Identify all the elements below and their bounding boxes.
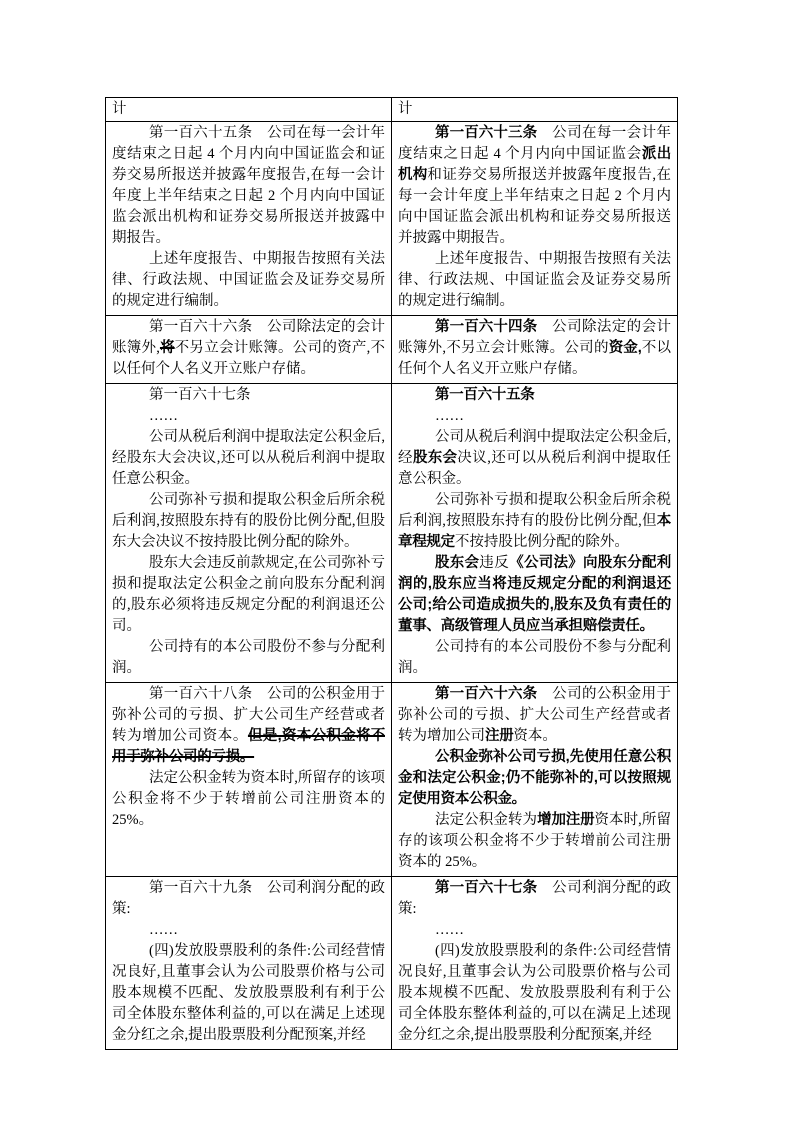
text-segment: 第一百六十六条 公司除法定的会计账簿外, [112,319,385,356]
carryover-cell-right [392,98,678,122]
paragraph [112,920,385,941]
paragraph [112,317,385,380]
paragraph [112,684,385,768]
text-segment: …… [148,408,178,424]
paragraph [398,317,671,380]
paragraph [398,637,671,679]
text-segment: 和证券交易所报送并披露年度报告,在每一会计年度上半年结束之日起 2 个月内向中国证监会派出机构和证券交易所报送并披露中期报告。 [398,167,672,246]
article-cell-left [106,683,392,877]
text-segment: 但是,资本公积金将不用于弥补公司的亏损。 [112,728,385,765]
paragraph [398,249,671,312]
paragraph [398,747,671,810]
paragraph [112,406,385,427]
text-segment: 资本时,所留存的该项公积金将不少于转增前公司注册资本的 25%。 [398,812,672,870]
paragraph [112,878,385,920]
paragraph [112,427,385,490]
paragraph [112,768,385,831]
text-segment: 公司弥补亏损和提取公积金后所余税后利润,按照股东持有的股份比例分配,但 [398,492,671,529]
text-segment: 公积金弥补公司亏损,先使用任意公积金和法定公积金;仍不能弥补的,可以按照规定使用资本公积金。 [398,749,671,807]
text-segment: …… [434,922,464,938]
text-segment: 公司从税后利润中提取法定公积金后,经股东大会决议,还可以从税后利润中提取任意公积金。 [112,429,385,487]
text-segment: 法定公积金转为资本时,所留存的该项公积金将不少于转增前公司注册资本的25%。 [112,770,385,828]
article-cell-right [392,877,678,1050]
comparison-table-body [106,98,678,1050]
paragraph [112,249,385,312]
paragraph [398,941,671,1046]
text-segment: (四)发放股票股利的条件:公司经营情况良好,且董事会认为公司股票价格与公司股本规模不匹配、发放股票股利有利于公司全体股东整体利益的,可以在满足上述现金分红之余,提出股票股利分配预案,并经 [398,943,671,1043]
carryover-row [106,98,678,122]
text-segment: 股东大会违反前款规定,在公司弥补亏损和提取法定公积金之前向股东分配利润的,股东必须将违反规定分配的利润退还公司。 [112,555,385,634]
text-segment: 本章程规定 [398,513,671,550]
text-segment: 公司持有的本公司股份不参与分配利润。 [398,639,671,676]
article-cell-left [106,122,392,316]
paragraph [112,490,385,553]
text-segment: 第一百六十七条 [148,387,251,403]
text-segment: …… [434,408,464,424]
paragraph [112,123,385,249]
article-cell-right [392,122,678,316]
paragraph [398,406,671,427]
text-segment: 公司利润分配的政策: [398,880,671,917]
article-cell-left [106,316,392,384]
paragraph [112,941,385,1046]
paragraph [398,684,671,747]
text-segment: 不以任何个人名义开立账户存储。 [398,340,672,377]
text-segment: 《公司法》向股东分配利润的,股东应当将违反规定分配的利润退还公司;给公司造成损失的,股东及负有责任的董事、高级管理人员应当承担赔偿责任。 [398,555,671,634]
text-segment: 第一百六十七条 [434,880,538,896]
text-segment: 第一百六十四条 [434,319,538,335]
paragraph [398,878,671,920]
text-segment: 不按持股比例分配的除外。 [454,534,629,550]
article-row [106,316,678,384]
text-segment: 公司在每一会计年度结束之日起 4 个月内向中国证监会 [398,125,671,162]
text-segment: 公司除法定的会计账簿外,不另立会计账簿。公司的 [398,319,671,356]
text-segment: (四)发放股票股利的条件:公司经营情况良好,且董事会认为公司股票价格与公司股本规模不匹配、发放股票股利有利于公司全体股东整体利益的,可以在满足上述现金分红之余,提出股票股利分配预案,并经 [112,943,385,1043]
article-cell-left [106,877,392,1050]
text-segment: 第一百六十八条 公司的公积金用于弥补公司的亏损、扩大公司生产经营或者转为增加公司资本。 [112,686,385,744]
paragraph [398,553,671,637]
text-segment: 股东会 [413,450,458,466]
text-segment: 第一百六十五条 [434,387,535,403]
text-segment: 决议,还可以从税后利润中提取任意公积金。 [398,450,671,487]
text-segment: 股东会 [434,555,480,571]
article-row [106,683,678,877]
article-row [106,384,678,683]
text-segment: 第一百六十九条 公司利润分配的政策: [112,880,385,917]
text-segment: 公司从税后利润中提取法定公积金后,经 [398,429,671,466]
article-cell-right [392,384,678,683]
text-segment: 第一百六十五条 公司在每一会计年度结束之日起 4 个月内向中国证监会和证券交易所报送并披露年度报告,在每一会计年度上半年结束之日起 2 个月内向中国证监会派出机构和证券交易所报送并披露中期报告。 [112,125,385,246]
text-segment: 资本。 [513,728,557,744]
text-segment: 上述年度报告、中期报告按照有关法律、行政法规、中国证监会及证券交易所的规定进行编制。 [112,251,385,309]
text-segment: 公司持有的本公司股份不参与分配利润。 [112,639,385,676]
paragraph [398,810,671,873]
paragraph [398,920,671,941]
paragraph [112,553,385,637]
text-segment: 增加注册 [537,812,595,828]
paragraph [112,637,385,679]
text-segment: 第一百六十三条 [434,125,538,141]
text-segment: 违反 [479,555,510,571]
article-row [106,122,678,316]
article-cell-left [106,384,392,683]
comparison-table [105,97,678,1050]
text-segment: …… [148,922,178,938]
carryover-cell-left [106,98,392,122]
article-row [106,877,678,1050]
article-cell-right [392,683,678,877]
carryover-text-right: 计 [398,101,413,117]
article-cell-right [392,316,678,384]
paragraph [398,385,671,406]
carryover-text-left: 计 [112,101,127,117]
text-segment: 注册 [485,728,514,744]
text-segment: 派出机构 [398,146,672,183]
paragraph [398,427,671,490]
text-segment: 公司弥补亏损和提取公积金后所余税后利润,按照股东持有的股份比例分配,但股东大会决议不按持股比例分配的除外。 [112,492,385,550]
text-segment: 资金, [608,340,642,356]
text-segment: 法定公积金转为 [434,812,538,828]
text-segment: 上述年度报告、中期报告按照有关法律、行政法规、中国证监会及证券交易所的规定进行编制。 [398,251,671,309]
paragraph [398,123,671,249]
text-segment: 第一百六十六条 [434,686,538,702]
text-segment: 不另立会计账簿。公司的资产,不以任何个人名义开立账户存储。 [112,340,386,377]
paragraph [112,385,385,406]
text-segment: 将 [159,340,175,356]
text-segment: 公司的公积金用于弥补公司的亏损、扩大公司生产经营或者转为增加公司 [398,686,671,744]
paragraph [398,490,671,553]
